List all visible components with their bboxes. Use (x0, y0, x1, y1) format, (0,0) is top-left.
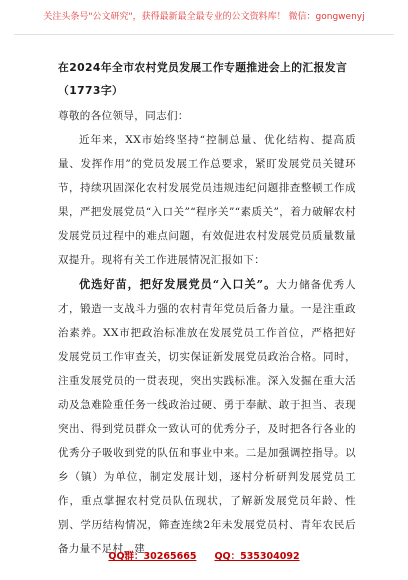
document-title: 在2024年全市农村党员发展工作专题推进会上的汇报发言 (58, 61, 348, 74)
section-1-heading: 优选好苗，把好发展党员“入口关”。 (79, 277, 277, 291)
qq-group-link[interactable]: QQ群：30265665 (108, 551, 197, 562)
section-1-body: 大力储备优秀人才，锻造一支战斗力强的农村青年党员后备力量。一是注重政治素养。XX市把政治标准放在发展党员工作首位，严格把好发展党员工作审查关，切实保证新发展党员政治合格。同时，注重发展党员的一贯表现，突出实践标准。深入发掘在重大活动及急难险重任务一线政治过硬、勇于奉献、敢于担当、表现突出、得到党员群众一致认可的优秀分子，及时把各行各业的优秀分子吸收到党的队伍和事业中来。二是加强调控指导。以乡（镇）为单位，制定发展计划，逐村分析研判发展党员工作，重点掌握农村党员队伍现状，了解新发展党员年龄、性别、学历结构情况，筛查连续2年未发展党员村、青年农民后备力量不足村，建 (58, 279, 356, 555)
document-body (58, 56, 356, 561)
banner-text: 关注头条号"公文研究"，获得最新最全最专业的公文资料库！ 微信：gongwenyj (43, 11, 365, 22)
top-banner (0, 0, 408, 34)
header-divider (14, 34, 394, 35)
qq-contact-link[interactable]: QQ：535304092 (214, 551, 300, 562)
intro-paragraph: 近年来，XX市始终坚持“控制总量、优化结构、提高质量、发挥作用”的党员发展工作总要求，紧盯发展党员关键环节，持续巩固深化农村发展党员违规违纪问题排查整顿工作成果，严把发展党员“入口关”“程序关”“素质关”，着力破解农村发展党员过程中的难点问题，有效促进农村发展党员质量数量双提升。现将有关工作进展情况汇报如下： (58, 134, 356, 266)
section-1-paragraph (58, 272, 356, 561)
greeting: 尊敬的各位领导，同志们： (58, 110, 189, 122)
word-count: （1773字） (58, 84, 124, 97)
footer (0, 548, 408, 562)
